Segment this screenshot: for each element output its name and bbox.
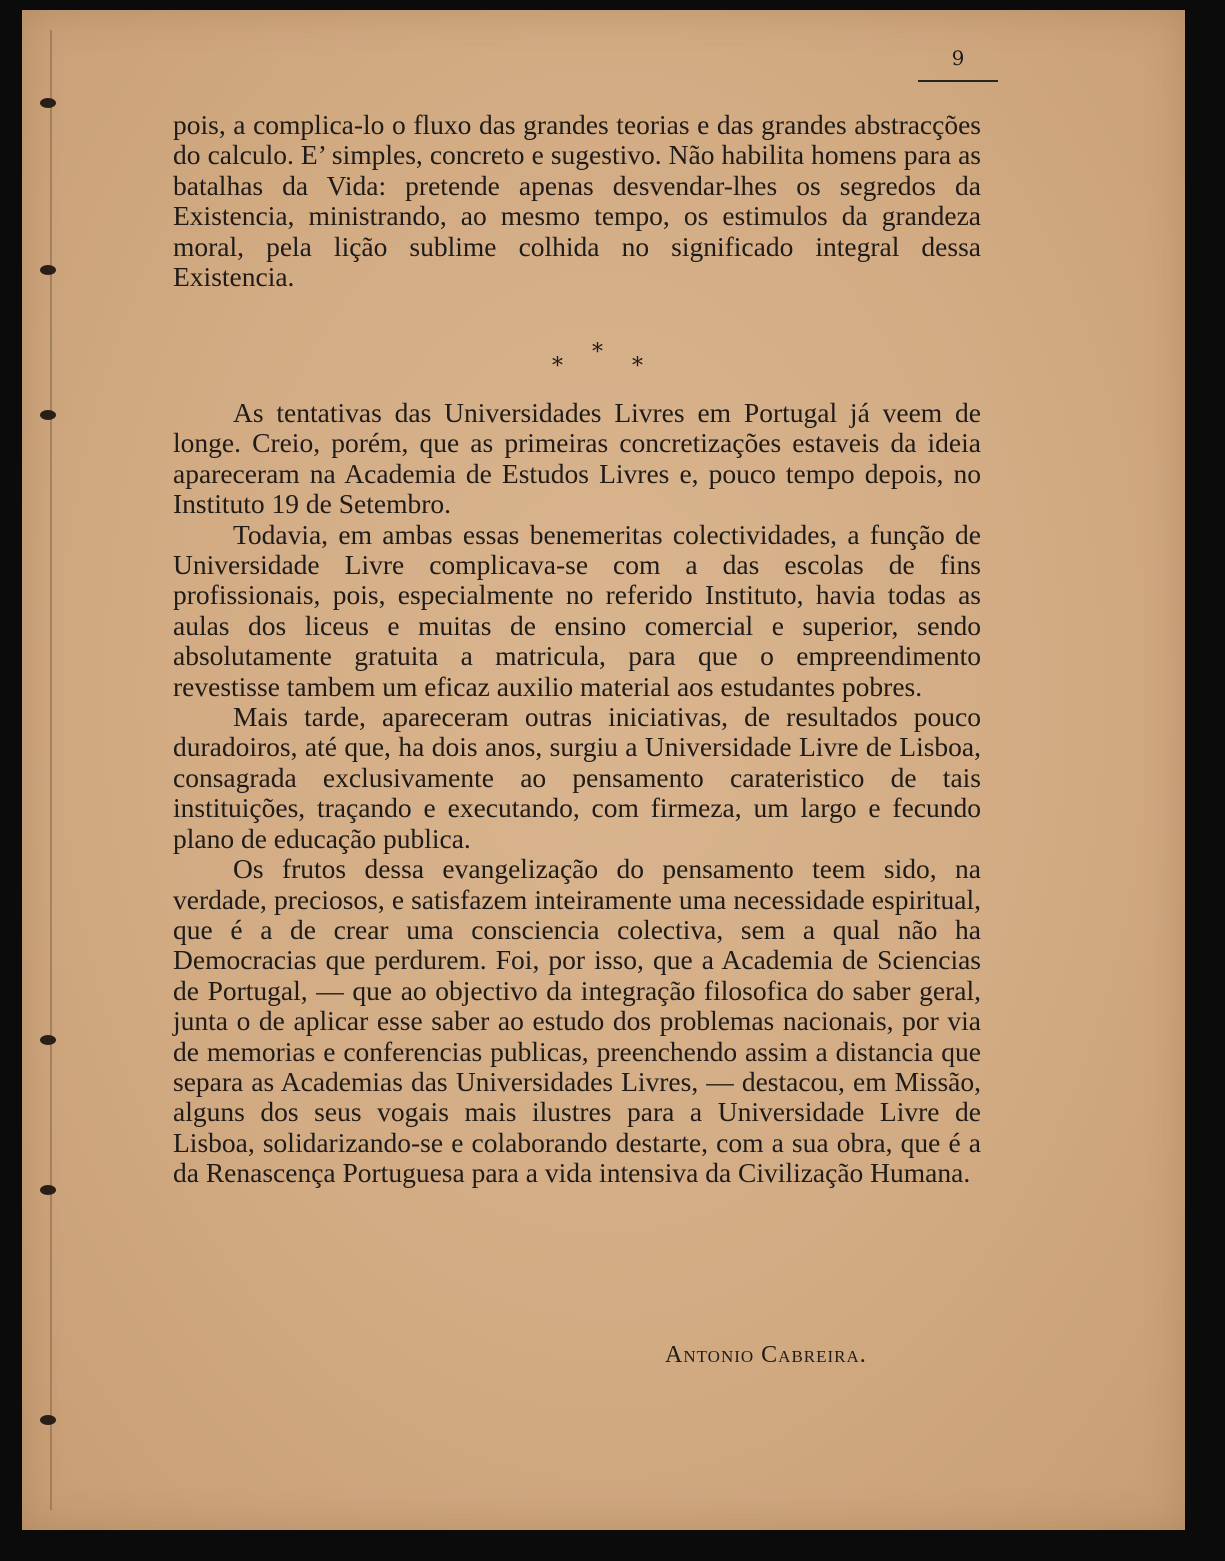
binding-stitch (40, 1035, 56, 1045)
scan-border (22, 1530, 1185, 1561)
page-number: 9 (918, 46, 998, 82)
binding-stitch (40, 98, 56, 108)
page-spine-line (50, 30, 52, 1510)
binding-stitch (40, 410, 56, 420)
binding-stitch (40, 1415, 56, 1425)
asterism-divider (530, 340, 660, 380)
author-signature: Antonio Cabreira. (665, 1342, 867, 1368)
paragraph: pois, a complica-lo o fluxo das grandes teorias e das grandes abstracções do calculo. E’ simples, concreto e sugestivo. Não habilita homens para as batalhas da Vida: pretende apenas desvendar-lhes os segredos da Existencia, ministrando, ao mesmo tempo, os estimulos da grandeza moral, pela lição sublime colhida no significado integral dessa Existencia. (173, 109, 981, 293)
paragraph: Todavia, em ambas essas benemeritas colectividades, a função de Universidade Livre complicava-se com a das escolas de fins profissionais, pois, especialmente no referido Instituto, havia todas as aulas dos liceus e muitas de ensino comercial e superior, sendo absolutamente gratuita a matricula, para que o empreendimento revestisse tambem um eficaz auxilio material aos estudantes pobres. (173, 518, 981, 702)
binding-stitch (40, 265, 56, 275)
paragraph: Os frutos dessa evangelização do pensamento teem sido, na verdade, preciosos, e satisfazem inteiramente uma necessidade espiritual, que é a de crear uma consciencia colectiva, sem a qual não ha Democracias que perdurem. Foi, por isso, que a Academia de Sciencias de Portugal, — que ao objectivo da integração filosofica do saber geral, junta o de aplicar esse saber ao estudo dos problemas nacionais, por via de memorias e conferencias publicas, preenchendo assim a distancia que separa as Academias das Universidades Livres, — destacou, em Missão, alguns dos seus vogais mais ilustres para a Universidade Livre de Lisboa, solidarizando-se e colaborando destarte, com a sua obra, que é a da Renascença Portuguesa para a vida intensiva da Civilização Humana. (173, 853, 981, 1189)
binding-stitch (40, 1185, 56, 1195)
paragraph: Mais tarde, apareceram outras iniciativas, de resultados pouco duradoiros, até que, ha dois anos, surgiu a Universidade Livre de Lisboa, consagrada exclusivamente ao pensamento carateristico de tais instituições, traçando e executando, com firmeza, um largo e fecundo plano de educação publica. (173, 701, 981, 854)
asterism-star: * (592, 340, 603, 365)
asterism-star: * (552, 354, 563, 379)
asterism-star: * (632, 354, 643, 379)
body-text-continued (173, 398, 981, 1189)
paragraph: As tentativas das Universidades Livres em Portugal já veem de longe. Creio, porém, que as primeiras concretizações estaveis da ideia apareceram na Academia de Estudos Livres e, pouco tempo depois, no Instituto 19 de Setembro. (173, 397, 981, 520)
body-text (173, 110, 981, 292)
